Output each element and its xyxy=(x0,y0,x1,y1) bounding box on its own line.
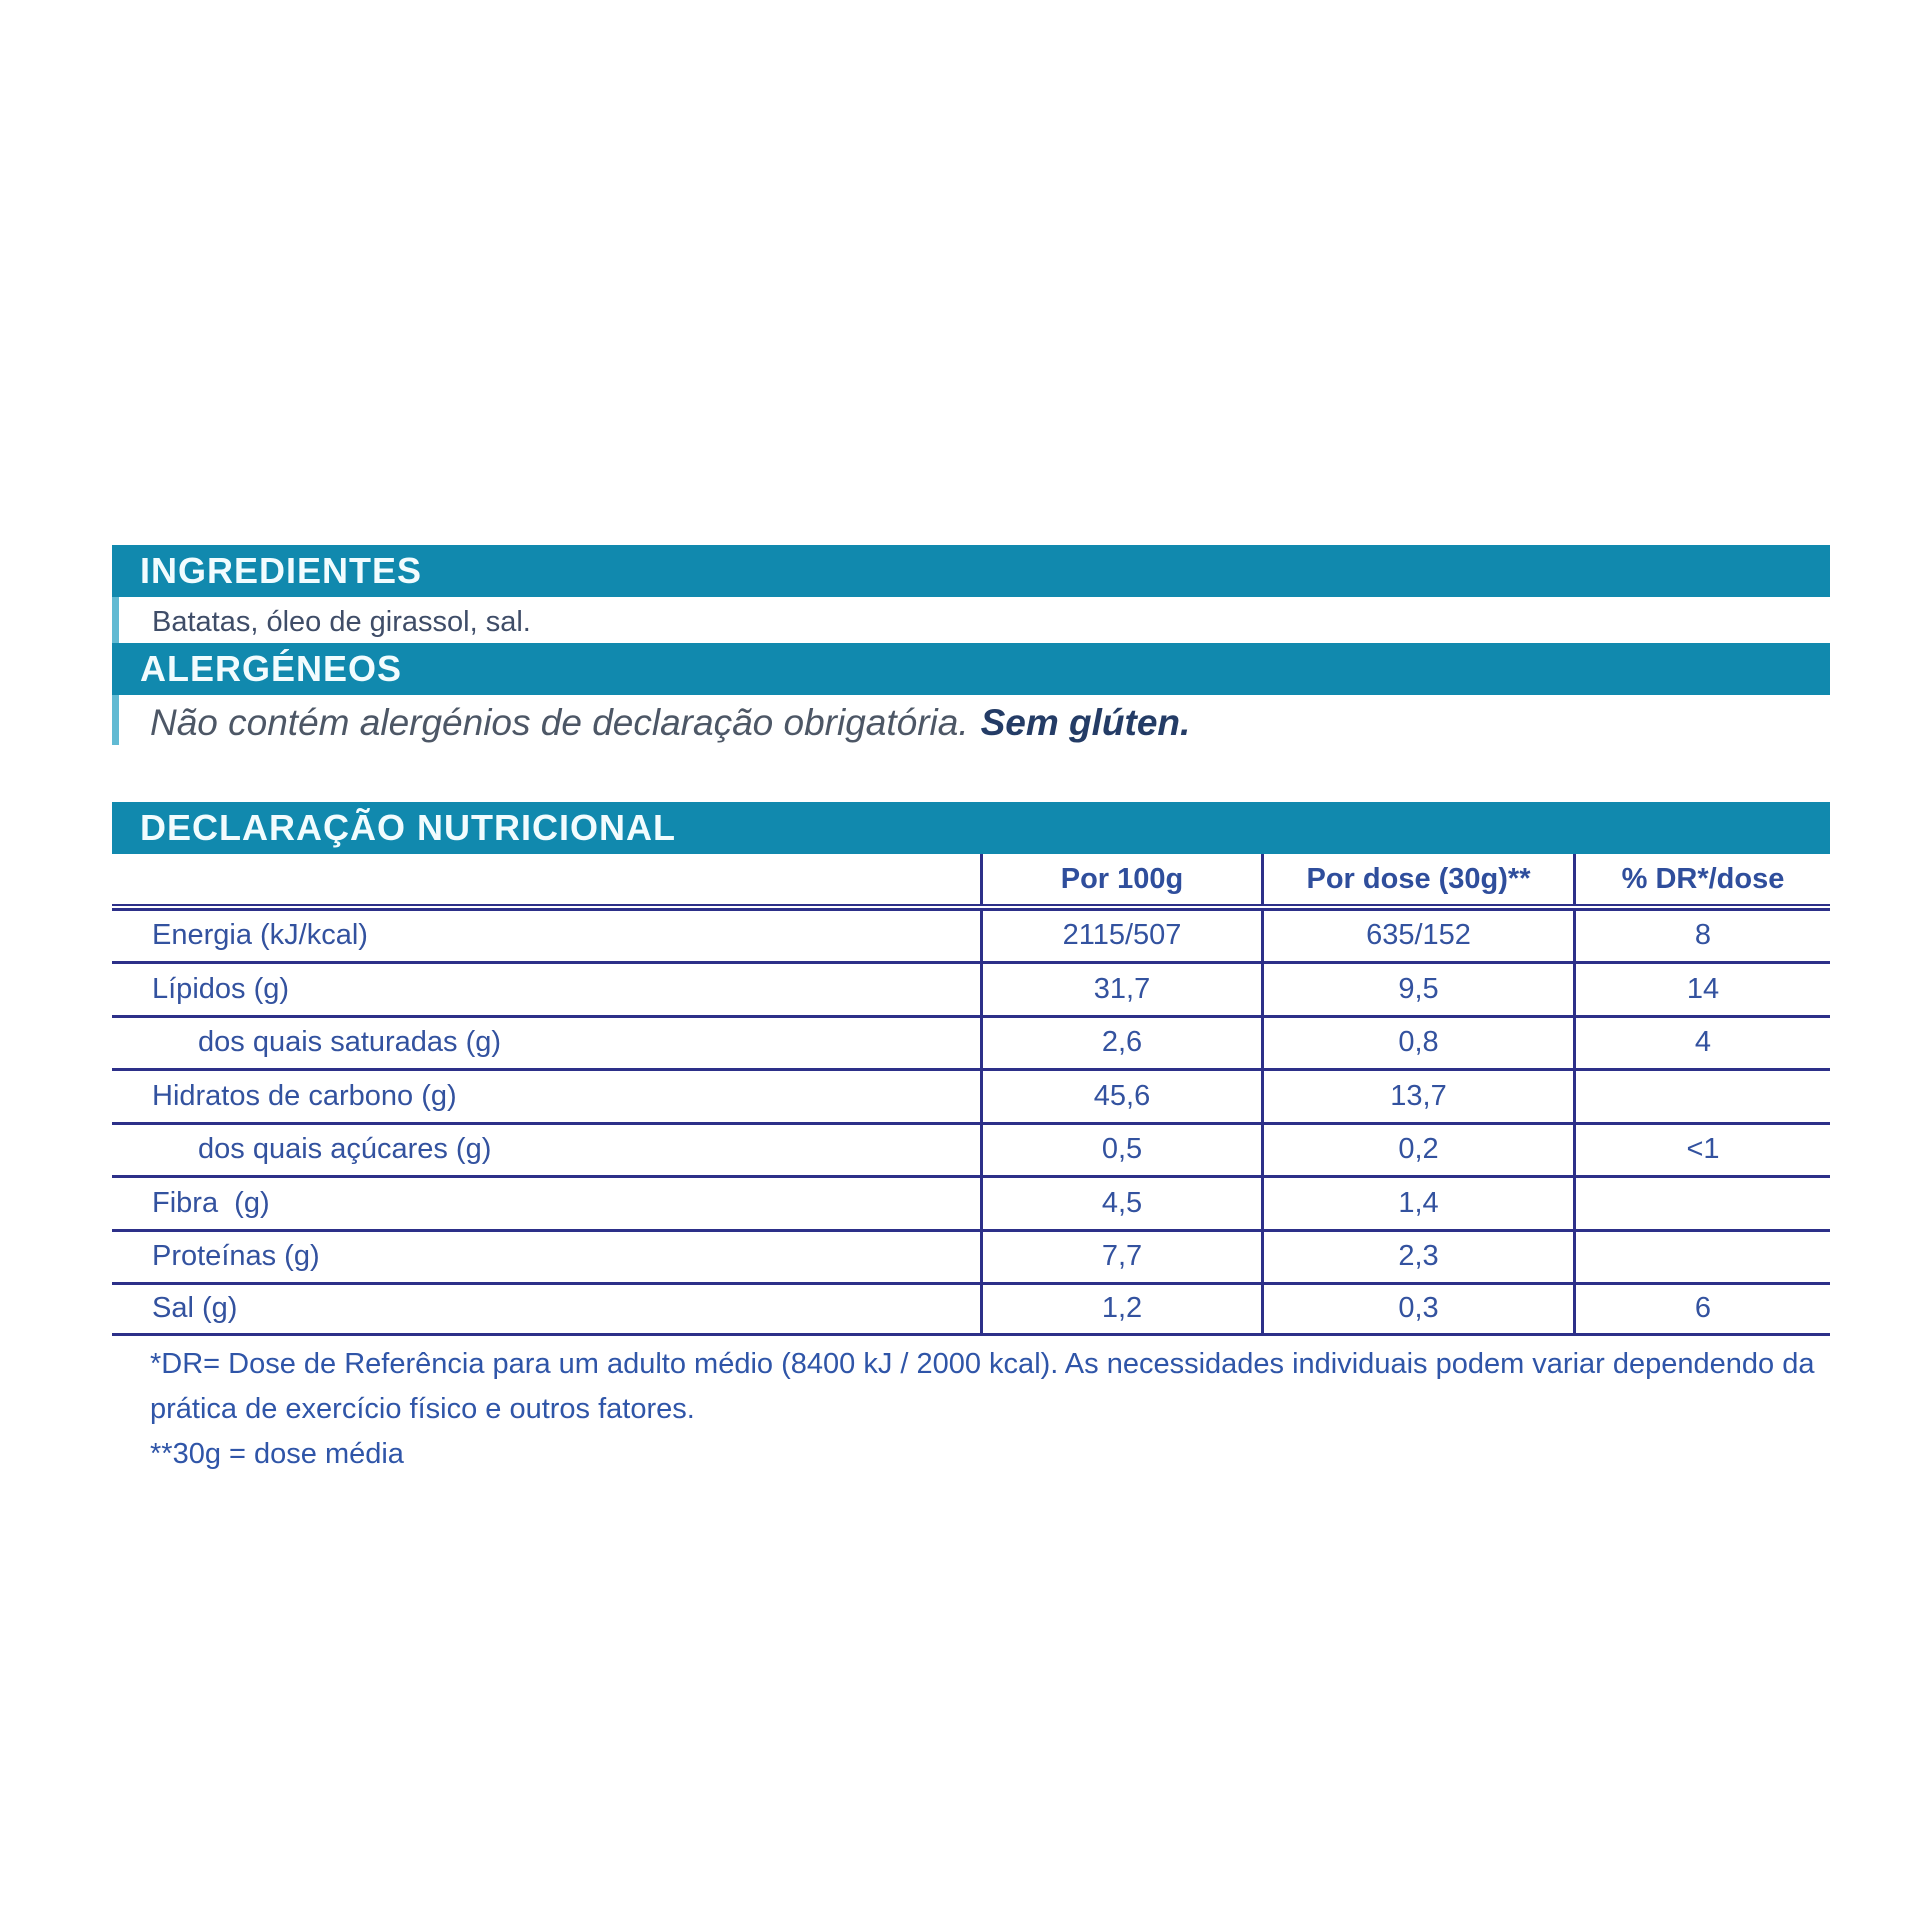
row-per-100g: 1,2 xyxy=(980,1282,1261,1336)
row-pct-dr: 8 xyxy=(1573,908,1830,962)
row-pct-dr xyxy=(1573,1229,1830,1283)
ingredients-text: Batatas, óleo de girassol, sal. xyxy=(152,606,531,638)
section-header-alergeneos xyxy=(112,643,1830,695)
row-label: Hidratos de carbono (g) xyxy=(112,1068,980,1122)
row-per-dose: 0,3 xyxy=(1261,1282,1573,1336)
row-pct-dr: <1 xyxy=(1573,1122,1830,1176)
row-pct-dr xyxy=(1573,1068,1830,1122)
row-per-dose: 13,7 xyxy=(1261,1068,1573,1122)
row-label: dos quais saturadas (g) xyxy=(112,1015,980,1069)
row-label: Sal (g) xyxy=(112,1282,980,1336)
nutrition-table xyxy=(112,854,1830,1336)
section-header-ingredientes xyxy=(112,545,1830,597)
allergens-text xyxy=(150,700,1190,746)
row-per-100g: 31,7 xyxy=(980,961,1261,1015)
gluten-free-statement: Sem glúten. xyxy=(980,702,1191,743)
row-per-100g: 45,6 xyxy=(980,1068,1261,1122)
declaracao-title: DECLARAÇÃO NUTRICIONAL xyxy=(140,807,676,848)
col-header-per-dose: Por dose (30g)** xyxy=(1261,854,1573,906)
alergeneos-title: ALERGÉNEOS xyxy=(140,648,403,689)
row-per-dose: 1,4 xyxy=(1261,1175,1573,1229)
row-per-dose: 2,3 xyxy=(1261,1229,1573,1283)
section-header-declaracao-nutricional xyxy=(112,802,1830,854)
col-header-empty xyxy=(112,854,980,906)
row-per-dose: 0,2 xyxy=(1261,1122,1573,1176)
row-label: Fibra (g) xyxy=(112,1175,980,1229)
row-label: dos quais açúcares (g) xyxy=(112,1122,980,1176)
footnote-dr-line-1: *DR= Dose de Referência para um adulto médio (8400 kJ / 2000 kcal). As necessidades individuais podem variar dependendo da xyxy=(150,1348,1815,1380)
footnote-dr-line-2: prática de exercício físico e outros fatores. xyxy=(150,1393,695,1425)
footnote-dose-media: **30g = dose média xyxy=(150,1438,404,1470)
col-header-per-100g: Por 100g xyxy=(980,854,1261,906)
row-per-100g: 4,5 xyxy=(980,1175,1261,1229)
row-label: Lípidos (g) xyxy=(112,961,980,1015)
row-label: Proteínas (g) xyxy=(112,1229,980,1283)
col-header-pct-dr: % DR*/dose xyxy=(1573,854,1830,906)
footnotes xyxy=(150,1342,1830,1477)
row-pct-dr: 6 xyxy=(1573,1282,1830,1336)
row-pct-dr: 14 xyxy=(1573,961,1830,1015)
row-per-dose: 9,5 xyxy=(1261,961,1573,1015)
row-per-100g: 7,7 xyxy=(980,1229,1261,1283)
ingredientes-title: INGREDIENTES xyxy=(140,550,423,591)
row-pct-dr: 4 xyxy=(1573,1015,1830,1069)
row-pct-dr xyxy=(1573,1175,1830,1229)
row-per-100g: 2115/507 xyxy=(980,908,1261,962)
row-per-dose: 0,8 xyxy=(1261,1015,1573,1069)
row-per-dose: 635/152 xyxy=(1261,908,1573,962)
allergens-statement: Não contém alergénios de declaração obrigatória. xyxy=(150,702,969,743)
row-label: Energia (kJ/kcal) xyxy=(112,908,980,962)
row-per-100g: 2,6 xyxy=(980,1015,1261,1069)
row-per-100g: 0,5 xyxy=(980,1122,1261,1176)
